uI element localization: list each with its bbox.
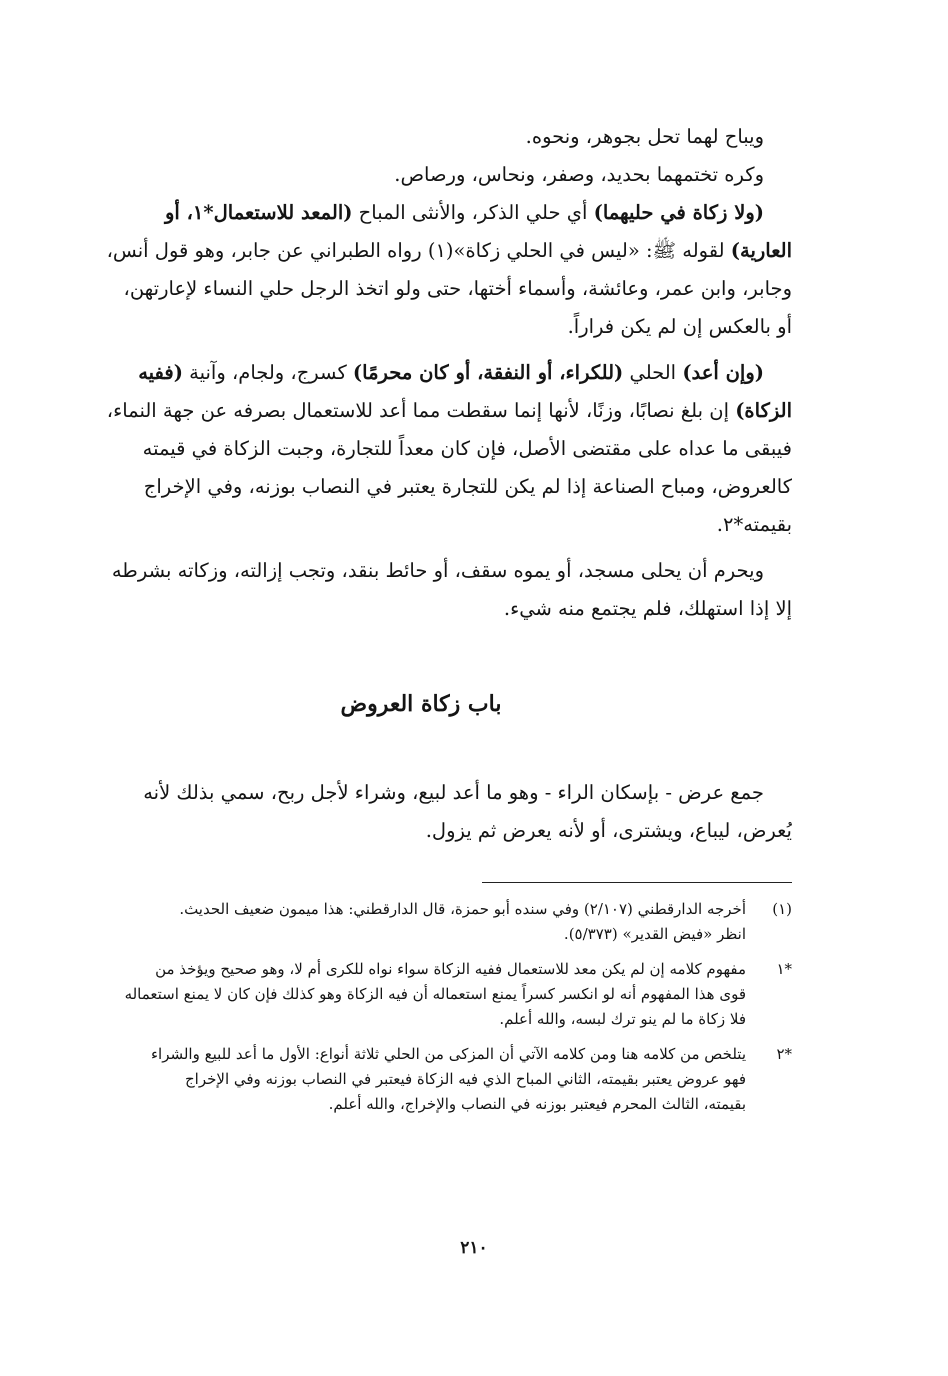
- footnote-divider: [482, 882, 792, 883]
- bold-phrase: (ففيه: [138, 361, 183, 384]
- footnote: [50, 1042, 792, 1117]
- text-line: كالعروض، ومباح الصناعة إذا لم يكن للتجارة يعتبر في النصاب بوزنه، وفي الإخراج: [143, 475, 792, 498]
- bold-phrase: العارية): [730, 239, 792, 262]
- paragraph-definition-urud: [50, 774, 792, 850]
- bold-phrase: (ولا زكاة في حليهما): [593, 201, 764, 224]
- text-line: بقيمته*٢.: [716, 513, 792, 536]
- text-line: فيبقى ما عداه على مقتضى الأصل، فإن كان معداً للتجارة، وجبت الزكاة في قيمته: [142, 437, 792, 460]
- footnote-mark: (١): [772, 900, 792, 918]
- footnote-mark: *٢: [776, 1045, 792, 1063]
- footnote-text: [50, 1042, 746, 1117]
- footnote-text: [50, 897, 746, 947]
- text-line: وجابر، وابن عمر، وعائشة، وأسماء أختها، حتى ولو اتخذ الرجل حلي النساء لإعارتهن،: [123, 277, 792, 300]
- chapter-heading: باب زكاة العروض: [340, 691, 502, 717]
- page-body: [50, 118, 792, 1127]
- text-line: [50, 392, 792, 430]
- paragraph-no-zakat-jewelry: [50, 194, 792, 346]
- footnote-line: مفهوم كلامه إن لم يكن معد للاستعمال ففيه الزكاة سواء نواه للكرى أم لا، وهو صحيح ويؤخذ من: [155, 960, 746, 978]
- footnote-line: قوى هذا المفهوم أنه لو انكسر كسراً يمنع استعماله أن فيه الزكاة وهو كذلك فإن كان لا يمنع استعماله: [124, 985, 746, 1003]
- text-line: وكره تختمهما بحديد، وصفر، ونحاس، ورصاص.: [394, 163, 764, 186]
- text-line: [50, 194, 792, 232]
- footnote-mark: *١: [776, 960, 792, 978]
- footnote: [50, 957, 792, 1032]
- text-line: جمع عرض - بإسكان الراء - وهو ما أعد لبيع، وشراء لأجل ربح، سمي بذلك لأنه: [143, 781, 764, 804]
- text-line: يُعرض، ليباع، ويشترى، أو لأنه يعرض ثم يزول.: [425, 819, 792, 842]
- text-span: أي حلي الذكر، والأنثى المباح: [352, 201, 594, 224]
- bold-phrase: الزكاة): [735, 399, 792, 422]
- footnote: [50, 897, 792, 947]
- page-number: ٢١٠: [460, 1238, 488, 1258]
- footnote-line: بقيمته، الثالث المحرم فيعتبر بوزنه في النصاب والإخراج، والله أعلم.: [328, 1095, 746, 1113]
- bold-phrase: (وإن أعد): [682, 361, 764, 384]
- text-line: إلا إذا استهلك، فلم يجتمع منه شيء.: [503, 597, 792, 620]
- text-span: الحلي: [623, 361, 683, 384]
- text-line: [50, 354, 792, 392]
- text-line: ويحرم أن يحلى مسجد، أو يموه سقف، أو حائط بنقد، وتجب إزالته، وزكاته بشرطه: [111, 559, 764, 582]
- paragraph-mosque-decoration: [50, 552, 792, 628]
- paragraph-prepared-for-rent: [50, 354, 792, 544]
- footnote-line: فهو عروض يعتبر بقيمته، الثاني المباح الذي فيه الزكاة فيعتبر في النصاب بوزنه وفي الإخراج: [185, 1070, 746, 1088]
- text-span: إن بلغ نصابًا، وزنًا، لأنها إنما سقطت مما أعد للاستعمال بصرفه عن جهة النماء،: [106, 399, 736, 422]
- footnote-line: فلا زكاة ما لم ينو ترك لبسه، والله أعلم.: [499, 1010, 746, 1028]
- text-span: كسرج، ولجام، وآنية: [182, 361, 353, 384]
- footnote-line: يتلخص من كلامه هنا ومن كلامه الآتي أن المزكى من الحلي ثلاثة أنواع: الأول ما أعد للبيع والشراء: [150, 1045, 746, 1063]
- footnote-text: [50, 957, 746, 1032]
- footnote-line: أخرجه الدارقطني (٢/١٠٧) وفي سنده أبو حمزة، قال الدارقطني: هذا ميمون ضعيف الحديث.: [179, 900, 746, 918]
- paragraph-disliked-rings: [50, 156, 792, 194]
- text-line: أو بالعكس إن لم يكن فراراً.: [567, 315, 792, 338]
- text-line: [50, 232, 792, 270]
- text-line: ويباح لهما تحل بجوهر، ونحوه.: [525, 125, 764, 148]
- footnote-line: انظر «فيض القدير» (٥/٣٧٣).: [563, 925, 746, 943]
- paragraph-permitted-jewels: [50, 118, 792, 156]
- text-span: لقوله ﷺ: «ليس في الحلي زكاة»(١) رواه الطبراني عن جابر، وهو قول أنس،: [106, 239, 731, 262]
- bold-phrase: (للكراء، أو النفقة، أو كان محرمًا): [352, 361, 624, 384]
- bold-phrase: (المعد للاستعمال*١، أو: [164, 201, 353, 224]
